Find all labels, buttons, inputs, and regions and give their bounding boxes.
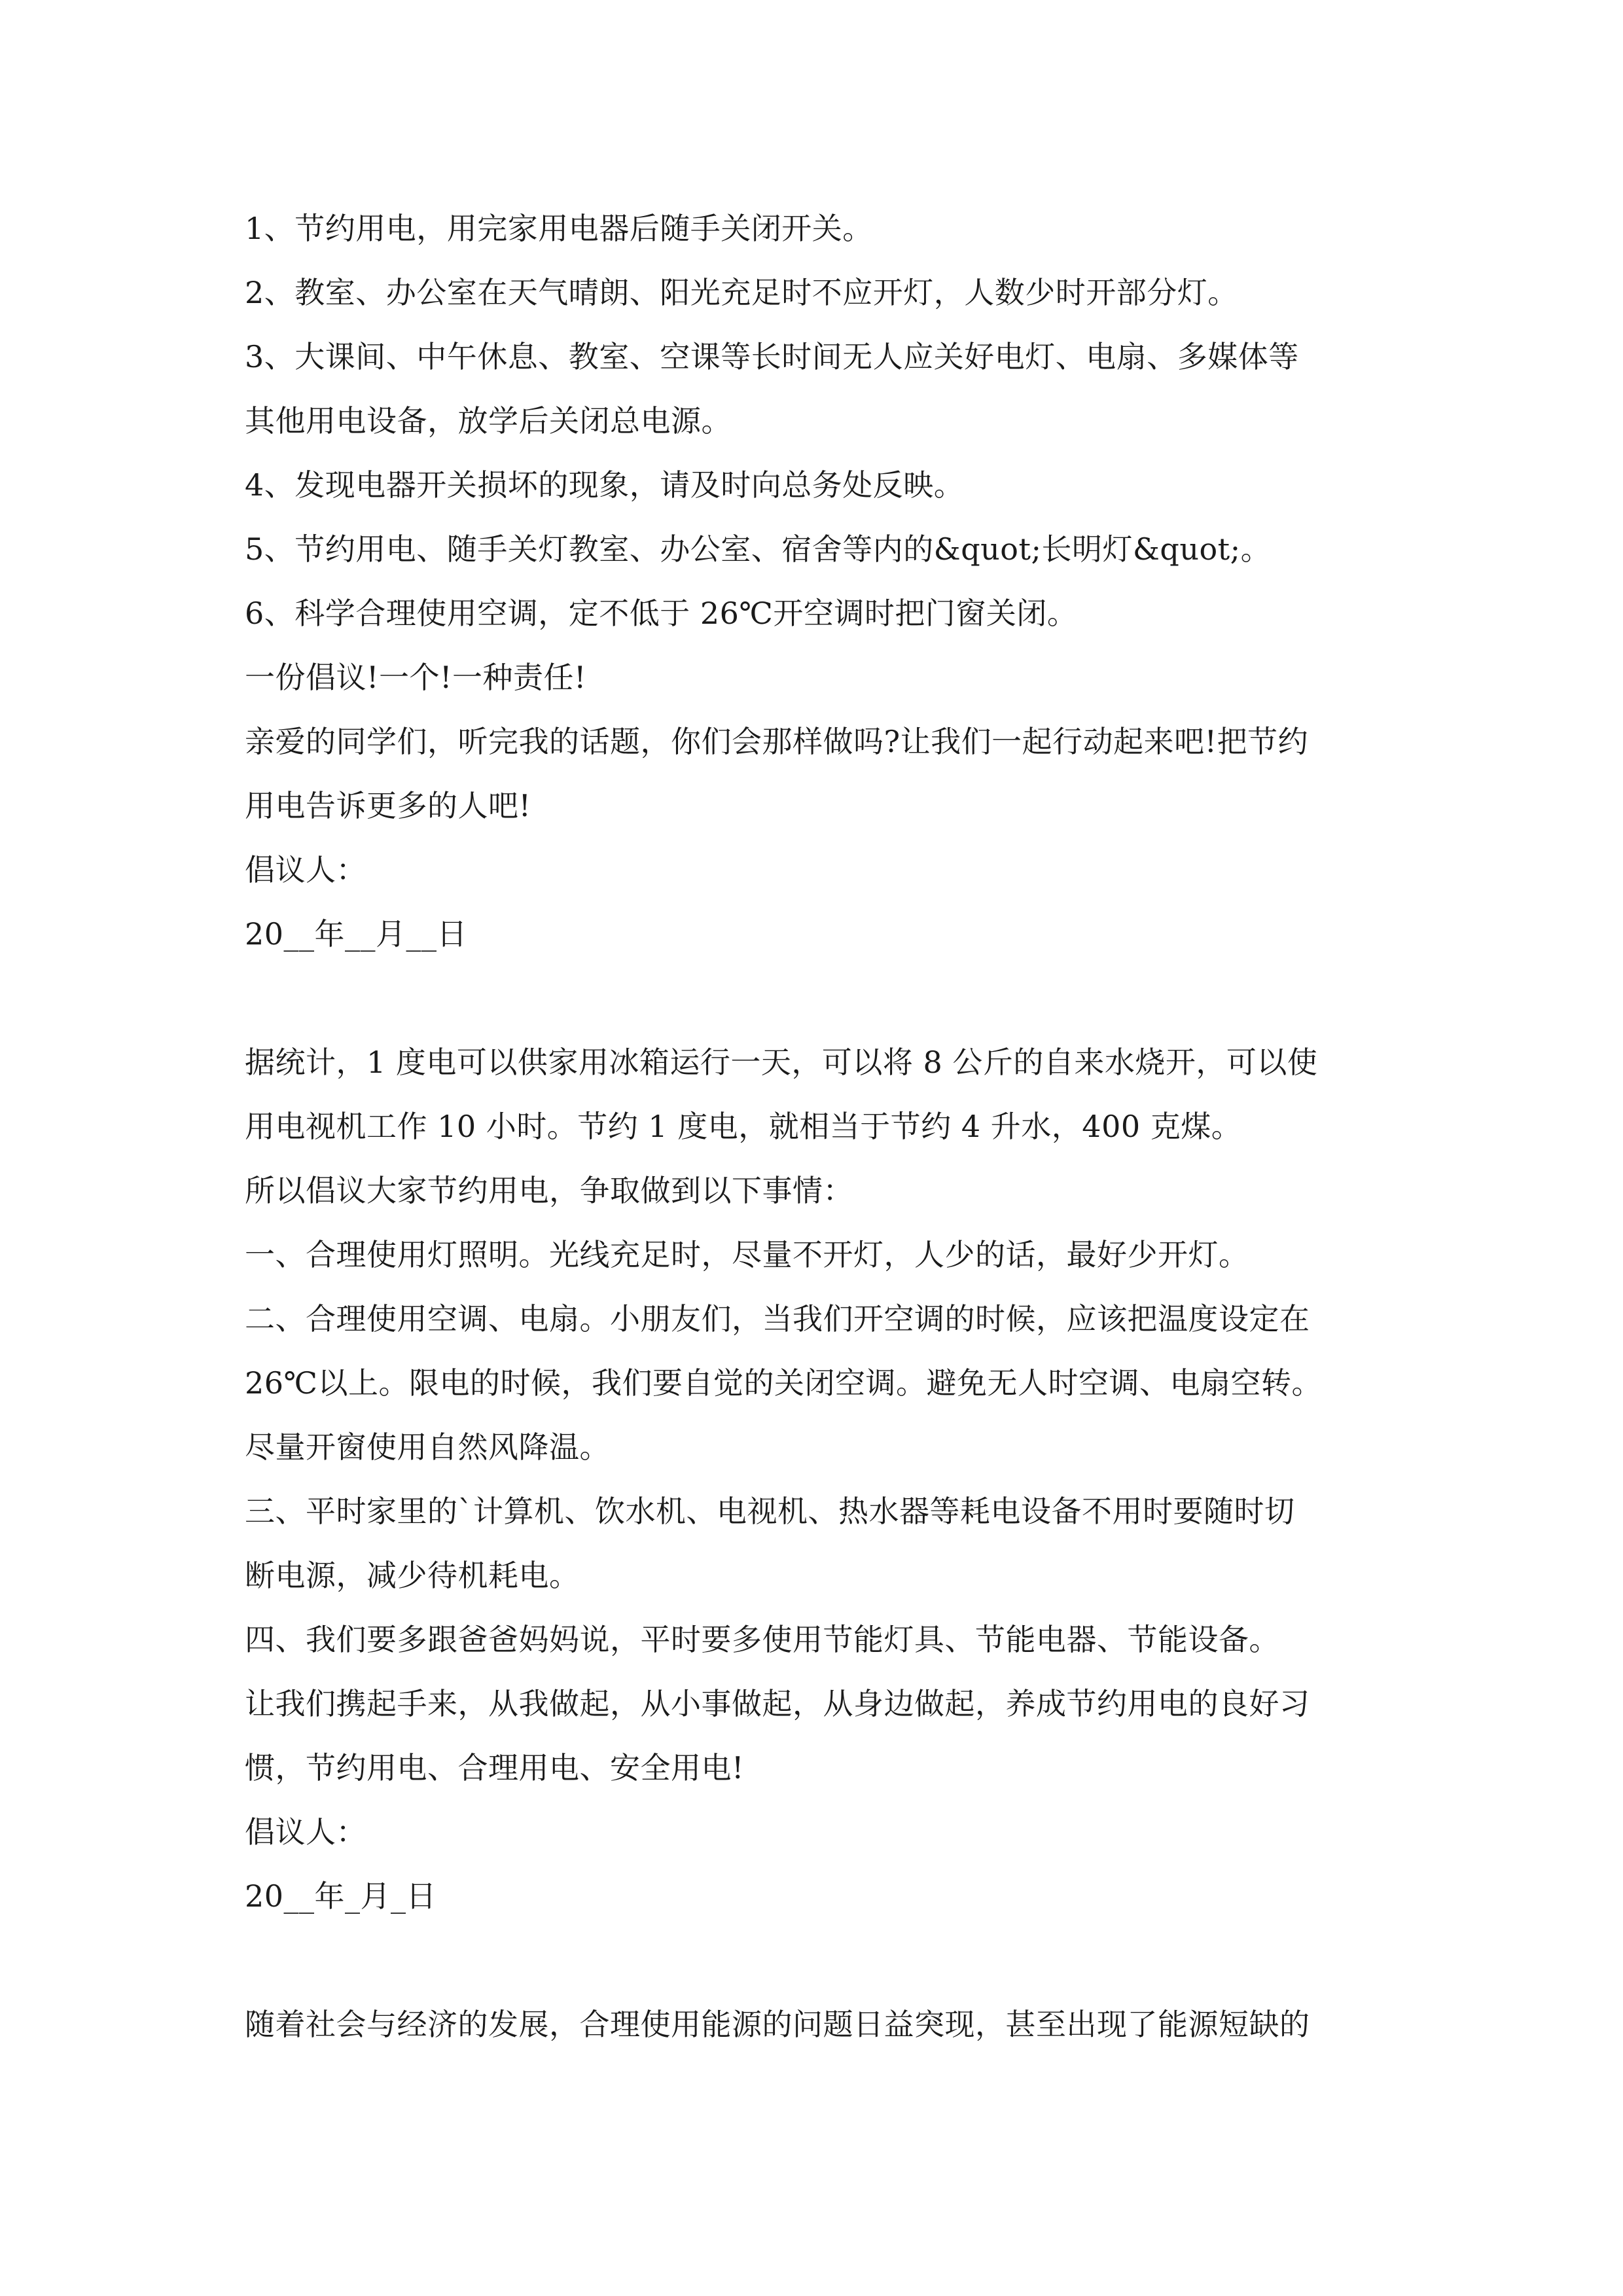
date-line: 20__年_月_日: [245, 1878, 437, 1914]
text-line: 4、发现电器开关损坏的现象，请及时向总务处反映。: [245, 467, 965, 503]
text-line: 所以倡议大家节约用电，争取做到以下事情：: [245, 1173, 853, 1208]
text-line: 5、节约用电、随手关灯教室、办公室、宿舍等内的&quot;长明灯&quot;。: [245, 531, 1272, 567]
text-line: 1、节约用电，用完家用电器后随手关闭开关。: [245, 211, 873, 246]
text-line: 尽量开窗使用自然风降温。: [245, 1429, 610, 1465]
text-line: 2、教室、办公室在天气晴朗、阳光充足时不应开灯，人数少时开部分灯。: [245, 275, 1238, 310]
text-line: 据统计，1 度电可以供家用冰箱运行一天，可以将 8 公斤的自来水烧开，可以使: [245, 1045, 1318, 1080]
text-line: 6、科学合理使用空调，定不低于 26℃开空调时把门窗关闭。: [245, 596, 1078, 631]
text-line: 其他用电设备，放学后关闭总电源。: [245, 403, 732, 439]
section-divider: [245, 1928, 1383, 1992]
signature-label: 倡议人：: [245, 852, 366, 888]
section-divider: [245, 966, 1383, 1030]
text-line: 用电告诉更多的人吧!: [245, 788, 531, 823]
section-3: [245, 1992, 1383, 2056]
text-line: 随着社会与经济的发展，合理使用能源的问题日益突现，甚至出现了能源短缺的: [245, 2007, 1310, 2042]
text-line: 3、大课间、中午休息、教室、空课等长时间无人应关好电灯、电扇、多媒体等: [245, 339, 1299, 374]
text-line: 26℃以上。限电的时候，我们要自觉的关闭空调。避免无人时空调、电扇空转。: [245, 1365, 1322, 1401]
section-2: [245, 1030, 1383, 1928]
text-line: 让我们携起手来，从我做起，从小事做起，从身边做起，养成节约用电的良好习: [245, 1686, 1310, 1721]
text-line: 一、合理使用灯照明。光线充足时，尽量不开灯，人少的话，最好少开灯。: [245, 1237, 1249, 1272]
text-line: 四、我们要多跟爸爸妈妈说，平时要多使用节能灯具、节能电器、节能设备。: [245, 1622, 1279, 1657]
text-line: 三、平时家里的`计算机、饮水机、电视机、热水器等耗电设备不用时要随时切: [245, 1494, 1295, 1529]
text-line: 惯，节约用电、合理用电、安全用电!: [245, 1750, 744, 1785]
text-line: 一份倡议!一个!一种责任!: [245, 660, 586, 695]
document-body: [245, 196, 1383, 2056]
section-1: [245, 196, 1383, 966]
text-line: 亲爱的同学们，听完我的话题，你们会那样做吗?让我们一起行动起来吧!把节约: [245, 724, 1309, 759]
signature-label: 倡议人：: [245, 1814, 366, 1850]
text-line: 断电源，减少待机耗电。: [245, 1558, 580, 1593]
text-line: 二、合理使用空调、电扇。小朋友们，当我们开空调的时候，应该把温度设定在: [245, 1301, 1310, 1336]
date-line: 20__年__月__日: [245, 916, 468, 952]
text-line: 用电视机工作 10 小时。节约 1 度电，就相当于节约 4 升水，400 克煤。: [245, 1109, 1242, 1144]
